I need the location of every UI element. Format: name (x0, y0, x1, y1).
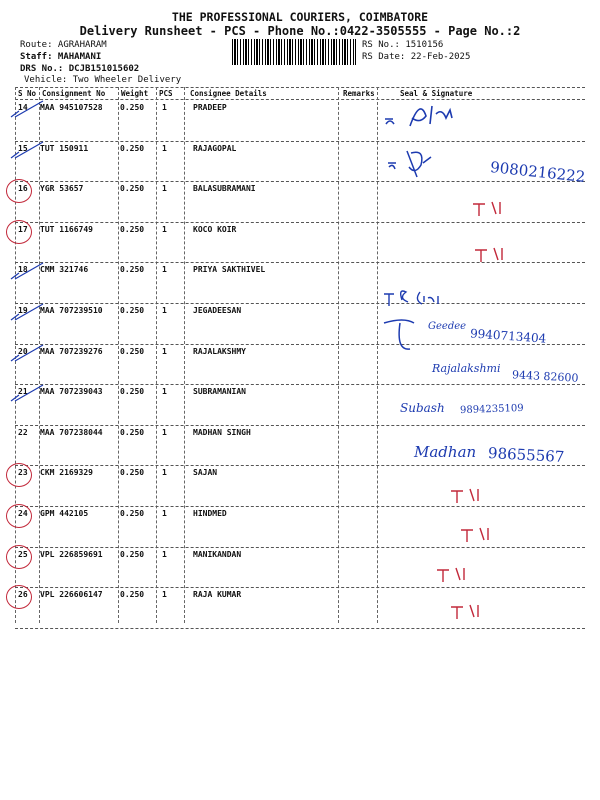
signature-row-19 (380, 315, 430, 355)
initials-row-24 (458, 524, 498, 544)
consignee-name: KOCO KOIR (193, 224, 237, 234)
row-divider (15, 587, 585, 588)
pieces-count: 1 (162, 427, 167, 437)
serial-number: 26 (18, 590, 28, 600)
runsheet-subtitle: Delivery Runsheet - PCS - Phone No.:0422-3505555 - Page No.:2 (79, 24, 521, 38)
table-row (15, 550, 585, 591)
delivery-circle-mark (6, 220, 32, 244)
consignee-name: SUBRAMANIAN (193, 387, 246, 397)
pieces-count: 1 (162, 184, 167, 194)
weight-value: 0.250 (120, 103, 145, 112)
consignment-number: TUT 1166749 (40, 224, 93, 234)
consignee-name: JEGADEESAN (193, 306, 242, 315)
phone-note-22: 98655567 (487, 444, 565, 466)
row-divider (15, 181, 585, 182)
weight-value: 0.250 (120, 143, 145, 153)
weight-value: 0.250 (120, 224, 145, 234)
serial-number: 25 (18, 549, 28, 559)
consignee-name: PRADEEP (193, 103, 227, 112)
initials-row-16 (470, 198, 510, 218)
row-divider (15, 384, 585, 385)
col-header-signature: Seal & Signature (400, 89, 473, 98)
weight-value: 0.250 (120, 265, 145, 275)
pieces-count: 1 (162, 143, 167, 153)
pieces-count: 1 (162, 549, 167, 559)
col-header-pcs: PCS (159, 89, 173, 98)
consignment-number: MAA 707238044 (40, 427, 103, 437)
serial-number: 24 (18, 509, 28, 518)
weight-value: 0.250 (120, 549, 145, 559)
row-divider (15, 628, 585, 629)
table-row (15, 103, 585, 144)
table-header-border (15, 99, 585, 100)
delivery-circle-mark (6, 463, 32, 487)
delivery-circle-mark (6, 179, 32, 203)
signature-name-19: Geedee (428, 321, 467, 332)
phone-note-21: 9894235109 (459, 402, 524, 417)
initials-row-23 (448, 485, 488, 505)
consignee-name: MADHAN SINGH (193, 427, 251, 437)
serial-number: 15 (18, 143, 28, 153)
route-label: Route: AGRAHARAM (20, 40, 107, 50)
table-row (15, 509, 585, 550)
serial-number: 18 (18, 265, 28, 275)
initials-row-17 (472, 244, 512, 264)
rs-date: RS Date: 22-Feb-2025 (362, 52, 471, 62)
phone-note-20: 9443 82600 (511, 368, 579, 385)
pieces-count: 1 (162, 265, 167, 275)
consignee-name: PRIYA SAKTHIVEL (193, 265, 266, 275)
row-divider (15, 506, 585, 507)
delivery-circle-mark (6, 545, 32, 569)
weight-value: 0.250 (120, 346, 145, 356)
weight-value: 0.250 (120, 427, 145, 437)
weight-value: 0.250 (120, 590, 145, 600)
consignment-number: MAA 945107528 (40, 103, 103, 112)
weight-value: 0.250 (120, 509, 145, 518)
company-title: THE PROFESSIONAL COURIERS, COIMBATORE (171, 10, 429, 24)
barcode (232, 39, 356, 65)
col-header-sno: S No (18, 89, 37, 98)
serial-number: 23 (18, 468, 28, 478)
row-divider (15, 222, 585, 223)
pieces-count: 1 (162, 346, 167, 356)
consignment-number: TUT 150911 (40, 143, 89, 153)
signature-name-21: Subash (400, 401, 445, 415)
consignment-number: GPM 442105 (40, 509, 89, 518)
delivery-circle-mark (6, 585, 32, 609)
pieces-count: 1 (162, 103, 167, 112)
table-top-border (15, 87, 585, 88)
signature-row-18 (380, 284, 470, 310)
weight-value: 0.250 (120, 387, 145, 397)
phone-note-19: 9940713404 (469, 326, 547, 346)
row-divider (15, 303, 585, 304)
consignee-name: RAJA KUMAR (193, 590, 242, 600)
weight-value: 0.250 (120, 306, 145, 315)
consignee-name: RAJALAKSHMY (193, 346, 246, 356)
delivery-tick-mark (9, 383, 49, 405)
consignment-number: MAA 707239043 (40, 387, 103, 397)
table-row (15, 590, 585, 631)
serial-number: 22 (18, 427, 28, 437)
signature-row-14 (380, 104, 490, 134)
vehicle-label: Vehicle: Two Wheeler Delivery (24, 75, 182, 85)
pieces-count: 1 (162, 387, 167, 397)
pieces-count: 1 (162, 224, 167, 234)
consignment-number: MAA 707239510 (40, 306, 103, 315)
rs-number: RS No.: 1510156 (362, 40, 444, 50)
table-row (15, 468, 585, 509)
consignee-name: BALASUBRAMANI (193, 184, 256, 194)
serial-number: 14 (18, 103, 28, 112)
row-divider (15, 141, 585, 142)
consignment-number: VPL 226606147 (40, 590, 103, 600)
initials-row-26 (448, 601, 488, 621)
delivery-tick-mark (9, 140, 49, 162)
col-header-consignment: Consignment No (42, 89, 106, 98)
phone-note-15: 9080216222 (489, 158, 587, 186)
serial-number: 20 (18, 346, 28, 356)
staff-label: Staff: MAHAMANI (20, 52, 102, 62)
serial-number: 19 (18, 306, 28, 315)
signature-name-22: Madhan (414, 443, 477, 461)
col-header-consignee: Consignee Details (190, 89, 267, 98)
consignee-name: SAJAN (193, 468, 218, 478)
signature-name-20: Rajalakshmi (432, 362, 501, 375)
pieces-count: 1 (162, 590, 167, 600)
initials-row-25 (434, 564, 474, 584)
col-header-weight: Weight (121, 89, 149, 98)
weight-value: 0.250 (120, 184, 145, 194)
pieces-count: 1 (162, 306, 167, 315)
delivery-tick-mark (9, 261, 49, 283)
serial-number: 17 (18, 224, 28, 234)
row-divider (15, 547, 585, 548)
table-row (15, 265, 585, 306)
pieces-count: 1 (162, 509, 167, 518)
consignee-name: HINDMED (193, 509, 227, 518)
drs-number: DRS No.: DCJB151015602 (20, 64, 140, 74)
row-divider (15, 344, 585, 345)
serial-number: 21 (18, 387, 28, 397)
consignee-name: MANIKANDAN (193, 549, 242, 559)
delivery-tick-mark (9, 302, 49, 324)
delivery-tick-mark (9, 343, 49, 365)
consignment-number: CMM 321746 (40, 265, 89, 275)
row-divider (15, 465, 585, 466)
consignment-number: YGR 53657 (40, 184, 84, 194)
consignment-number: VPL 226859691 (40, 549, 103, 559)
consignment-number: CKM 2169329 (40, 468, 93, 478)
consignment-number: MAA 707239276 (40, 346, 103, 356)
col-header-remarks: Remarks (343, 89, 375, 98)
delivery-tick-mark (9, 99, 49, 121)
delivery-circle-mark (6, 504, 32, 528)
serial-number: 16 (18, 184, 28, 194)
signature-row-15 (385, 143, 455, 179)
consignee-name: RAJAGOPAL (193, 143, 237, 153)
row-divider (15, 425, 585, 426)
pieces-count: 1 (162, 468, 167, 478)
weight-value: 0.250 (120, 468, 145, 478)
